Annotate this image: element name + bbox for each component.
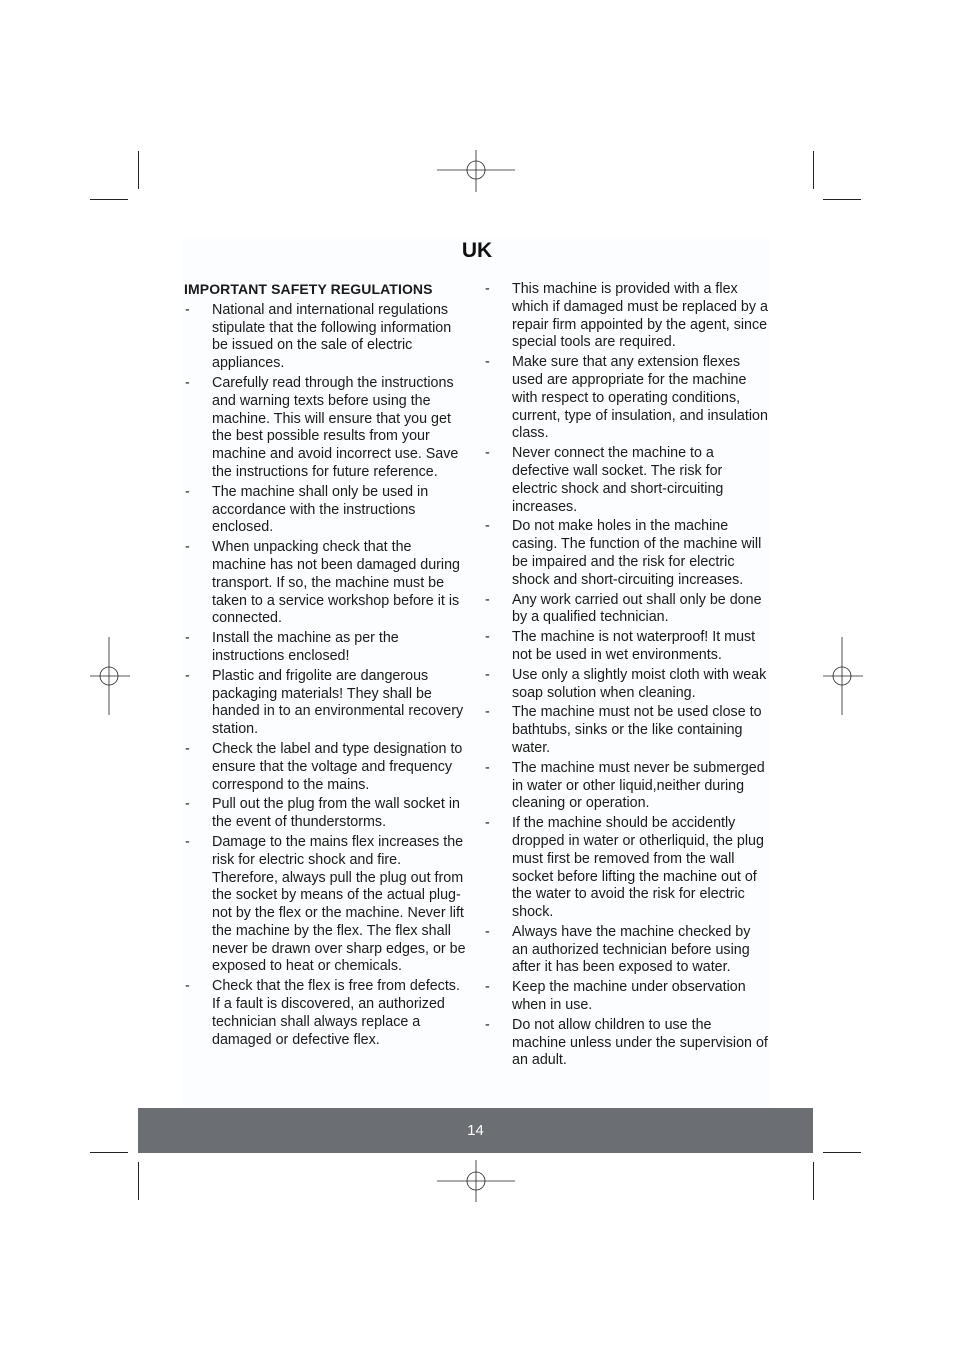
- list-item: [484, 924, 768, 977]
- list-item-text: Pull out the plug from the wall socket in the event of thunderstorms.: [212, 796, 460, 831]
- list-marker: -: [185, 833, 190, 850]
- list-item: [484, 1017, 768, 1070]
- left-column: [184, 281, 466, 1051]
- list-marker: -: [485, 445, 490, 462]
- list-item: [184, 796, 466, 832]
- list-item-text: If the machine should be accidently dropped in water or otherliquid, the plug must first be removed from the wall socket before lifting the machine out of the water to avoid the risk for electric shock.: [512, 815, 764, 921]
- list-item-text: Never connect the machine to a defective wall socket. The risk for electric shock and short-circuiting increases.: [512, 445, 724, 515]
- list-item-text: Make sure that any extension flexes used are appropriate for the machine with respect to operating conditions, current, type of insulation, and insulation class.: [512, 354, 768, 442]
- list-marker: -: [185, 978, 190, 995]
- list-item: [184, 539, 466, 628]
- list-marker: -: [185, 630, 190, 647]
- list-item-text: The machine shall only be used in accordance with the instructions enclosed.: [212, 483, 429, 536]
- list-item-text: National and international regulations stipulate that the following information be issued on the sale of electric appliances.: [212, 301, 452, 372]
- crop-mark: [813, 1162, 814, 1200]
- list-item-text: Keep the machine under observation when in use.: [512, 979, 746, 1014]
- list-marker: -: [485, 815, 490, 832]
- list-item-text: Carefully read through the instructions and warning texts before using the machine. This will ensure that you get the best possible results from your machine and avoid incorrect use. Save the instructions for future reference.: [212, 374, 459, 480]
- crop-mark: [90, 1152, 128, 1153]
- page-number: 14: [467, 1122, 484, 1139]
- list-item-text: Do not make holes in the machine casing. The function of the machine will be impaired and the risk for electric shock and short-circuiting increases.: [512, 518, 762, 588]
- list-marker: -: [485, 629, 490, 646]
- list-item-text: When unpacking check that the machine has not been damaged during transport. If so, the machine must be taken to a service workshop before it is connected.: [212, 539, 460, 627]
- list-marker: -: [485, 1016, 490, 1033]
- list-marker: -: [185, 667, 190, 684]
- list-marker: -: [185, 796, 190, 813]
- list-item: [184, 834, 466, 976]
- list-item: [484, 760, 768, 813]
- list-item: [184, 668, 466, 739]
- list-marker: -: [485, 281, 490, 297]
- list-item: [184, 302, 466, 373]
- list-item-text: Use only a slightly moist cloth with weak soap solution when cleaning.: [512, 666, 767, 701]
- right-column: [484, 281, 768, 1072]
- list-item-text: Install the machine as per the instructions enclosed!: [212, 630, 399, 664]
- list-marker: -: [485, 354, 490, 371]
- list-item-text: Damage to the mains flex increases the risk for electric shock and fire. Therefore, always pull the plug out from the socket by means of the actual plug- not by the flex or the machine. Never lift the machine by the flex. The flex shall never be drawn over sharp edges, or be exposed to heat or chemicals.: [212, 833, 466, 975]
- list-item-text: Check the label and type designation to ensure that the voltage and frequency correspond to the mains.: [212, 740, 463, 793]
- list-item-text: The machine is not waterproof! It must not be used in wet environments.: [512, 629, 756, 663]
- registration-mark-icon: [437, 1160, 515, 1202]
- crop-mark: [138, 151, 139, 189]
- list-marker: -: [485, 704, 490, 721]
- list-item-text: Any work carried out shall only be done by a qualified technician.: [512, 591, 762, 626]
- list-item: [184, 741, 466, 794]
- list-item-text: Always have the machine checked by an authorized technician before using after it has been exposed to water.: [512, 923, 751, 976]
- crop-mark: [90, 199, 128, 200]
- list-item: [184, 978, 466, 1049]
- list-item-text: This machine is provided with a flex which if damaged must be replaced by a repair firm appointed by the agent, since special tools are required.: [512, 281, 768, 351]
- language-heading: UK: [461, 239, 493, 262]
- list-item: [184, 484, 466, 537]
- list-marker: -: [185, 740, 190, 757]
- list-item-text: The machine must not be used close to bathtubs, sinks or the like containing water.: [512, 704, 762, 756]
- list-item: [484, 592, 768, 628]
- list-marker: -: [485, 666, 490, 683]
- list-marker: -: [185, 301, 190, 318]
- registration-mark-icon: [437, 150, 515, 192]
- list-item: [484, 979, 768, 1015]
- list-item-text: Do not allow children to use the machine unless under the supervision of an adult.: [512, 1016, 768, 1069]
- safety-list-left: [184, 302, 466, 1050]
- footer-bar: [138, 1108, 813, 1153]
- list-marker: -: [185, 539, 190, 556]
- list-item-text: Plastic and frigolite are dangerous packaging materials! They shall be handed in to an environmental recovery station.: [212, 667, 464, 738]
- registration-mark-icon: [823, 637, 863, 715]
- list-item: [484, 445, 768, 516]
- list-item: [484, 815, 768, 922]
- list-marker: -: [185, 483, 190, 500]
- list-marker: -: [485, 923, 490, 940]
- crop-mark: [138, 1162, 139, 1200]
- list-item: [484, 518, 768, 589]
- list-item: [484, 704, 768, 757]
- crop-mark: [813, 151, 814, 189]
- safety-list-right: [484, 281, 768, 1070]
- list-item-text: Check that the flex is free from defects. If a fault is discovered, an authorized technician shall always replace a damaged or defective flex.: [212, 978, 460, 1048]
- list-item-text: The machine must never be submerged in water or other liquid,neither during cleaning or operation.: [512, 759, 765, 812]
- list-marker: -: [485, 759, 490, 776]
- list-marker: -: [485, 979, 490, 996]
- list-item: [484, 629, 768, 665]
- list-item: [184, 630, 466, 666]
- list-item: [484, 354, 768, 443]
- crop-mark: [823, 199, 861, 200]
- list-item: [484, 667, 768, 703]
- registration-mark-icon: [90, 637, 130, 715]
- list-item: [484, 281, 768, 352]
- section-title: IMPORTANT SAFETY REGULATIONS: [184, 281, 433, 297]
- list-marker: -: [185, 374, 190, 391]
- list-item: [184, 375, 466, 482]
- list-marker: -: [485, 591, 490, 608]
- crop-mark: [823, 1152, 861, 1153]
- list-marker: -: [485, 518, 490, 535]
